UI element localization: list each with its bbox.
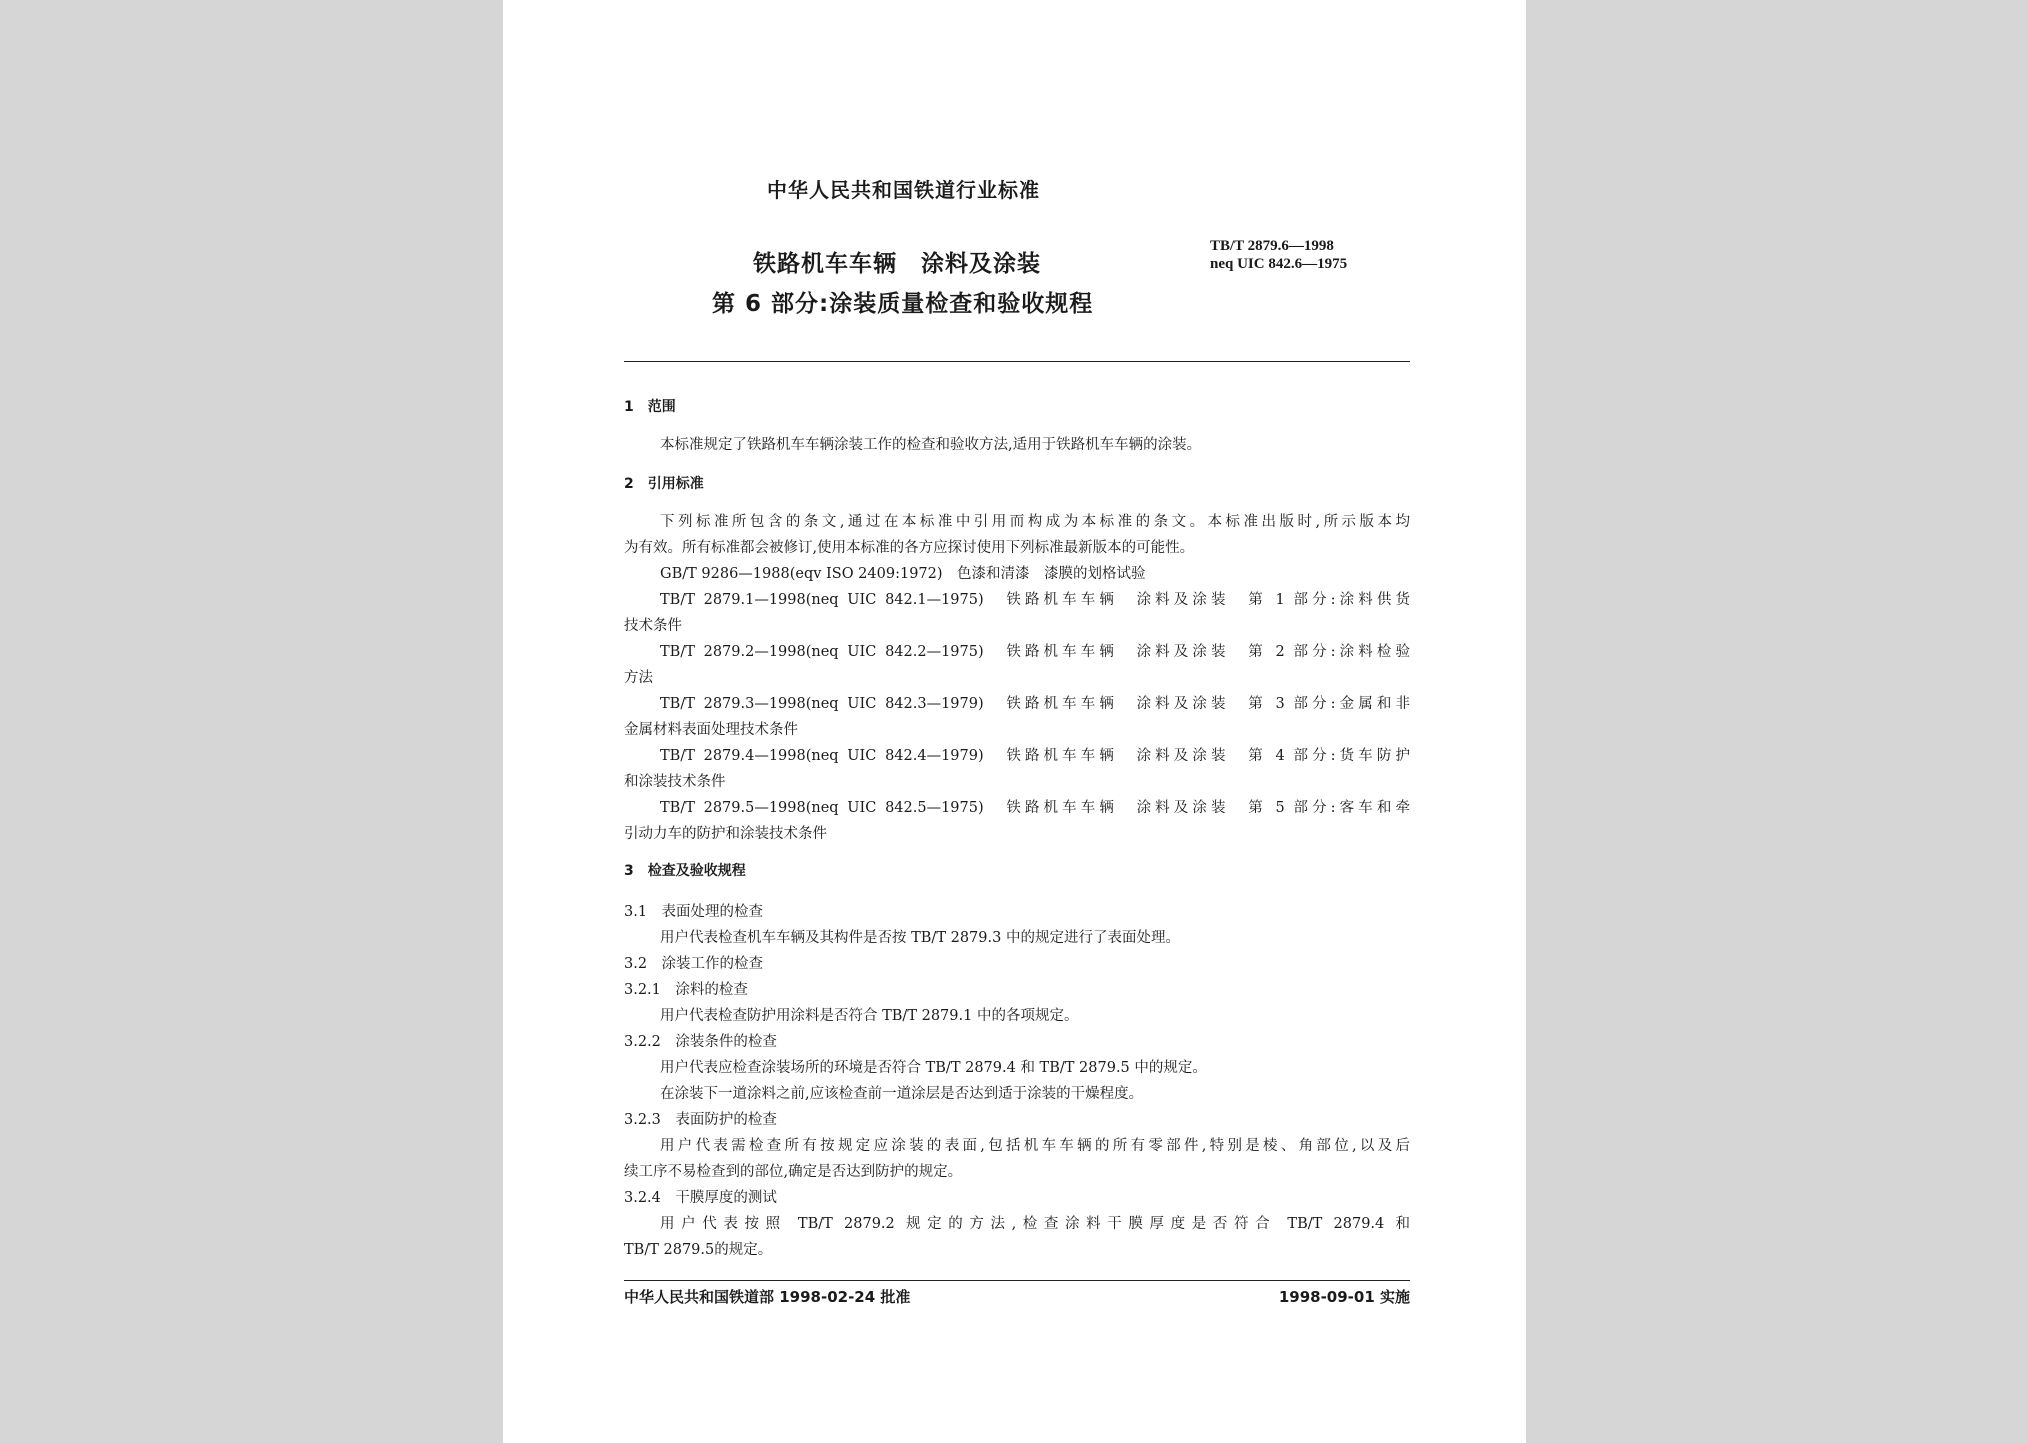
approval-line: 中华人民共和国铁道部 1998-02-24 批准 (624, 1288, 911, 1306)
header-divider (624, 361, 1410, 362)
issuing-body: 中华人民共和国铁道行业标准 (767, 178, 1040, 202)
reference-5-line-1: TB/T 2879.4—1998(neq UIC 842.4—1979) 铁路机车车辆 涂料及涂装 第 4 部分:货车防护 (660, 748, 1410, 764)
reference-2-line-1: TB/T 2879.1—1998(neq UIC 842.1—1975) 铁路机车车辆 涂料及涂装 第 1 部分:涂料供货 (660, 592, 1410, 608)
section-3-2-4-text-line-1: 用户代表按照 TB/T 2879.2 规定的方法,检查涂料干膜厚度是否符合 TB/T 2879.4 和 (660, 1216, 1410, 1232)
reference-6-line-2: 引动力车的防护和涂装技术条件 (624, 826, 827, 842)
section-3-2-3-text-line-1: 用户代表需检查所有按规定应涂装的表面,包括机车车辆的所有零部件,特别是棱、角部位,以及后 (660, 1138, 1410, 1154)
reference-2-line-2: 技术条件 (624, 618, 682, 634)
section-3-2-1-text: 用户代表检查防护用涂料是否符合 TB/T 2879.1 中的各项规定。 (660, 1008, 1079, 1024)
reference-4-line-1: TB/T 2879.3—1998(neq UIC 842.3—1979) 铁路机车车辆 涂料及涂装 第 3 部分:金属和非 (660, 696, 1410, 712)
reference-4-line-2: 金属材料表面处理技术条件 (624, 722, 798, 738)
title-line-1: 铁路机车车辆 涂料及涂装 (753, 251, 1041, 277)
section-1-text: 本标准规定了铁路机车车辆涂装工作的检查和验收方法,适用于铁路机车车辆的涂装。 (660, 437, 1202, 453)
section-3-2-2-text-2: 在涂装下一道涂料之前,应该检查前一道涂层是否达到适于涂装的干燥程度。 (660, 1086, 1144, 1102)
section-3-2-2-heading: 3.2.2 涂装条件的检查 (624, 1034, 777, 1050)
section-3-2-3-text-line-2: 续工序不易检查到的部位,确定是否达到防护的规定。 (624, 1164, 963, 1180)
section-3-1-text: 用户代表检查机车车辆及其构件是否按 TB/T 2879.3 中的规定进行了表面处理。 (660, 930, 1180, 946)
section-2-intro-line-1: 下列标准所包含的条文,通过在本标准中引用而构成为本标准的条文。本标准出版时,所示版本均 (660, 514, 1410, 530)
section-3-2-4-text-line-2: TB/T 2879.5的规定。 (624, 1242, 773, 1258)
section-2-heading: 2 引用标准 (624, 476, 704, 492)
reference-6-line-1: TB/T 2879.5—1998(neq UIC 842.5—1975) 铁路机车车辆 涂料及涂装 第 5 部分:客车和牵 (660, 800, 1410, 816)
section-3-2-4-heading: 3.2.4 干膜厚度的测试 (624, 1190, 777, 1206)
section-1-heading: 1 范围 (624, 399, 676, 415)
section-3-2-3-heading: 3.2.3 表面防护的检查 (624, 1112, 777, 1128)
effective-date: 1998-09-01 实施 (1278, 1288, 1410, 1306)
standard-number: TB/T 2879.6—1998 (1210, 238, 1334, 254)
document-page (503, 0, 1526, 1443)
section-3-2-2-text-1: 用户代表应检查涂装场所的环境是否符合 TB/T 2879.4 和 TB/T 2879.5 中的规定。 (660, 1060, 1207, 1076)
footer-divider (624, 1280, 1410, 1281)
reference-3-line-2: 方法 (624, 670, 653, 686)
reference-5-line-2: 和涂装技术条件 (624, 774, 726, 790)
reference-3-line-1: TB/T 2879.2—1998(neq UIC 842.2—1975) 铁路机车车辆 涂料及涂装 第 2 部分:涂料检验 (660, 644, 1410, 660)
section-3-2-heading: 3.2 涂装工作的检查 (624, 956, 764, 972)
standard-equivalence: neq UIC 842.6—1975 (1210, 256, 1348, 272)
reference-1: GB/T 9286—1988(eqv ISO 2409:1972) 色漆和清漆 漆膜的划格试验 (660, 566, 1146, 582)
title-line-2: 第 6 部分:涂装质量检查和验收规程 (712, 291, 1094, 317)
section-3-heading: 3 检查及验收规程 (624, 863, 746, 879)
section-3-2-1-heading: 3.2.1 涂料的检查 (624, 982, 748, 998)
section-3-1-heading: 3.1 表面处理的检查 (624, 904, 764, 920)
section-2-intro-line-2: 为有效。所有标准都会被修订,使用本标准的各方应探讨使用下列标准最新版本的可能性。 (624, 540, 1195, 556)
